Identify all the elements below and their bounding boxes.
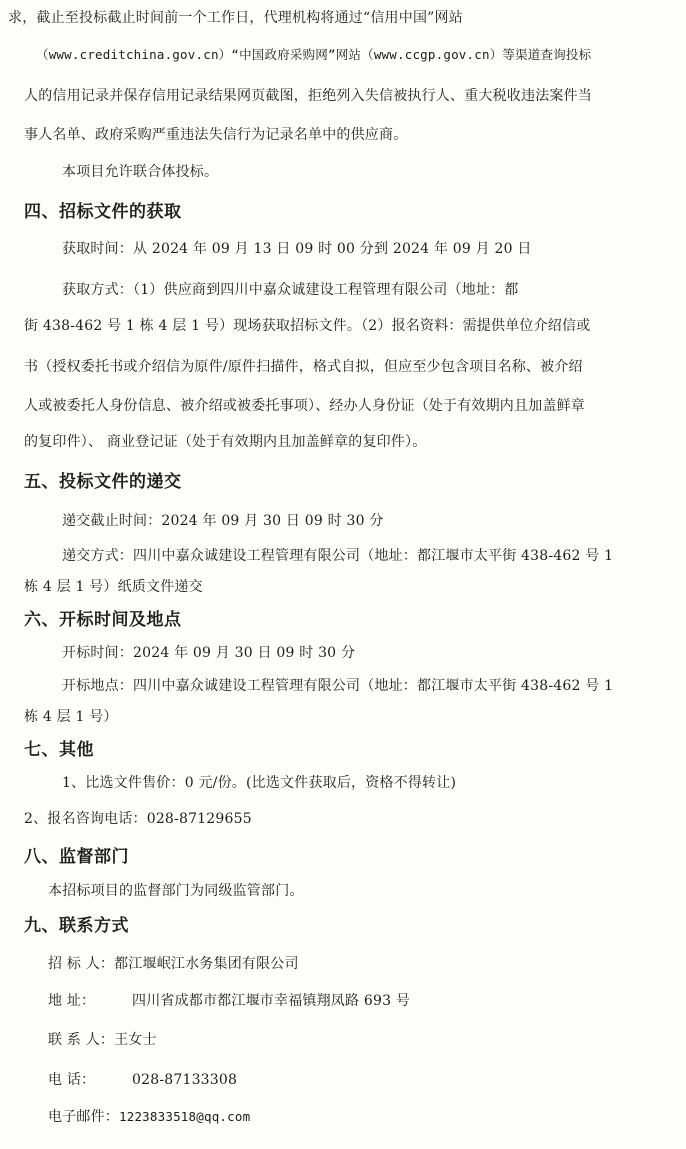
contact-person-label: 联 系 人：: [48, 1032, 115, 1048]
contact-tenderer-value: 都江堰岷江水务集团有限公司: [114, 956, 299, 972]
submission-deadline: 递交截止时间：2024 年 09 月 30 日 09 时 30 分: [62, 513, 384, 529]
section-heading-other: 七、其他: [24, 740, 94, 760]
opening-place-line: 开标地点：四川中嘉众诚建设工程管理有限公司（地址：都江堰市太平街 438-462 号 1: [62, 678, 614, 694]
contact-tenderer-row: [48, 955, 299, 973]
supervision-text: 本招标项目的监督部门为同级监管部门。: [48, 883, 304, 899]
submission-method-line: 递交方式：四川中嘉众诚建设工程管理有限公司（地址：都江堰市太平街 438-462 号 1: [62, 548, 614, 564]
contact-phone-value: 028-87133308: [132, 1072, 238, 1088]
section-heading-obtain-docs: 四、招标文件的获取: [24, 202, 182, 222]
contact-tenderer-label: 招 标 人：: [48, 956, 115, 972]
contact-address-label: 地 址：: [48, 993, 96, 1009]
other-item-price: 1、比选文件售价：0 元/份。(比选文件获取后，资格不得转让): [62, 775, 457, 791]
other-item-phone: 2、报名咨询电话：028-87129655: [24, 811, 252, 827]
obtain-method-line: 获取方式：（1）供应商到四川中嘉众诚建设工程管理有限公司（地址：都: [62, 282, 519, 298]
contact-email-value: 1223833518@qq.com: [119, 1109, 251, 1124]
opening-place-line: 栋 4 层 1 号）: [24, 709, 118, 725]
contact-address-row: [48, 992, 410, 1010]
submission-method-line: 栋 4 层 1 号）纸质文件递交: [24, 579, 203, 595]
consortium-note: 本项目允许联合体投标。: [62, 164, 219, 180]
obtain-time: 获取时间：从 2024 年 09 月 13 日 09 时 00 分到 2024 年 09 月 20 日: [62, 241, 532, 257]
paragraph-line-websites: （www.creditchina.gov.cn）“中国政府采购网”网站（www.ccgp.gov.cn）等渠道查询投标: [36, 47, 592, 62]
contact-phone-row: [48, 1071, 237, 1089]
contact-email-label: 电子邮件：: [48, 1109, 119, 1125]
section-heading-opening: 六、开标时间及地点: [24, 610, 182, 630]
obtain-method-line: 书（授权委托书或介绍信为原件/原件扫描件，格式自拟，但应至少包含项目名称、被介绍: [24, 359, 583, 375]
opening-time: 开标时间：2024 年 09 月 30 日 09 时 30 分: [62, 645, 356, 661]
contact-person-row: [48, 1031, 157, 1049]
obtain-method-line: 街 438-462 号 1 栋 4 层 1 号）现场获取招标文件。（2）报名资料：需提供单位介绍信或: [24, 318, 591, 334]
contact-phone-label: 电 话：: [48, 1072, 96, 1088]
obtain-method-line: 人或被委托人身份信息、被介绍或被委托事项）、经办人身份证（处于有效期内且加盖鲜章: [24, 398, 585, 414]
contact-person-value: 王女士: [114, 1032, 157, 1048]
obtain-method-line: 的复印件）、 商业登记证（处于有效期内且加盖鲜章的复印件）。: [24, 434, 427, 450]
contact-email-row: [48, 1108, 250, 1126]
paragraph-line: 求，截止至投标截止时间前一个工作日，代理机构将通过“信用中国”网站: [8, 10, 463, 26]
section-heading-contact: 九、联系方式: [24, 916, 129, 936]
paragraph-line: 事人名单、政府采购严重违法失信行为记录名单中的供应商。: [24, 127, 408, 143]
section-heading-supervision: 八、监督部门: [24, 847, 129, 867]
paragraph-line: 人的信用记录并保存信用记录结果网页截图，拒绝列入失信被执行人、重大税收违法案件当: [24, 88, 592, 104]
section-heading-submission: 五、投标文件的递交: [24, 472, 182, 492]
contact-address-value: 四川省成都市都江堰市幸福镇翔凤路 693 号: [132, 993, 411, 1009]
